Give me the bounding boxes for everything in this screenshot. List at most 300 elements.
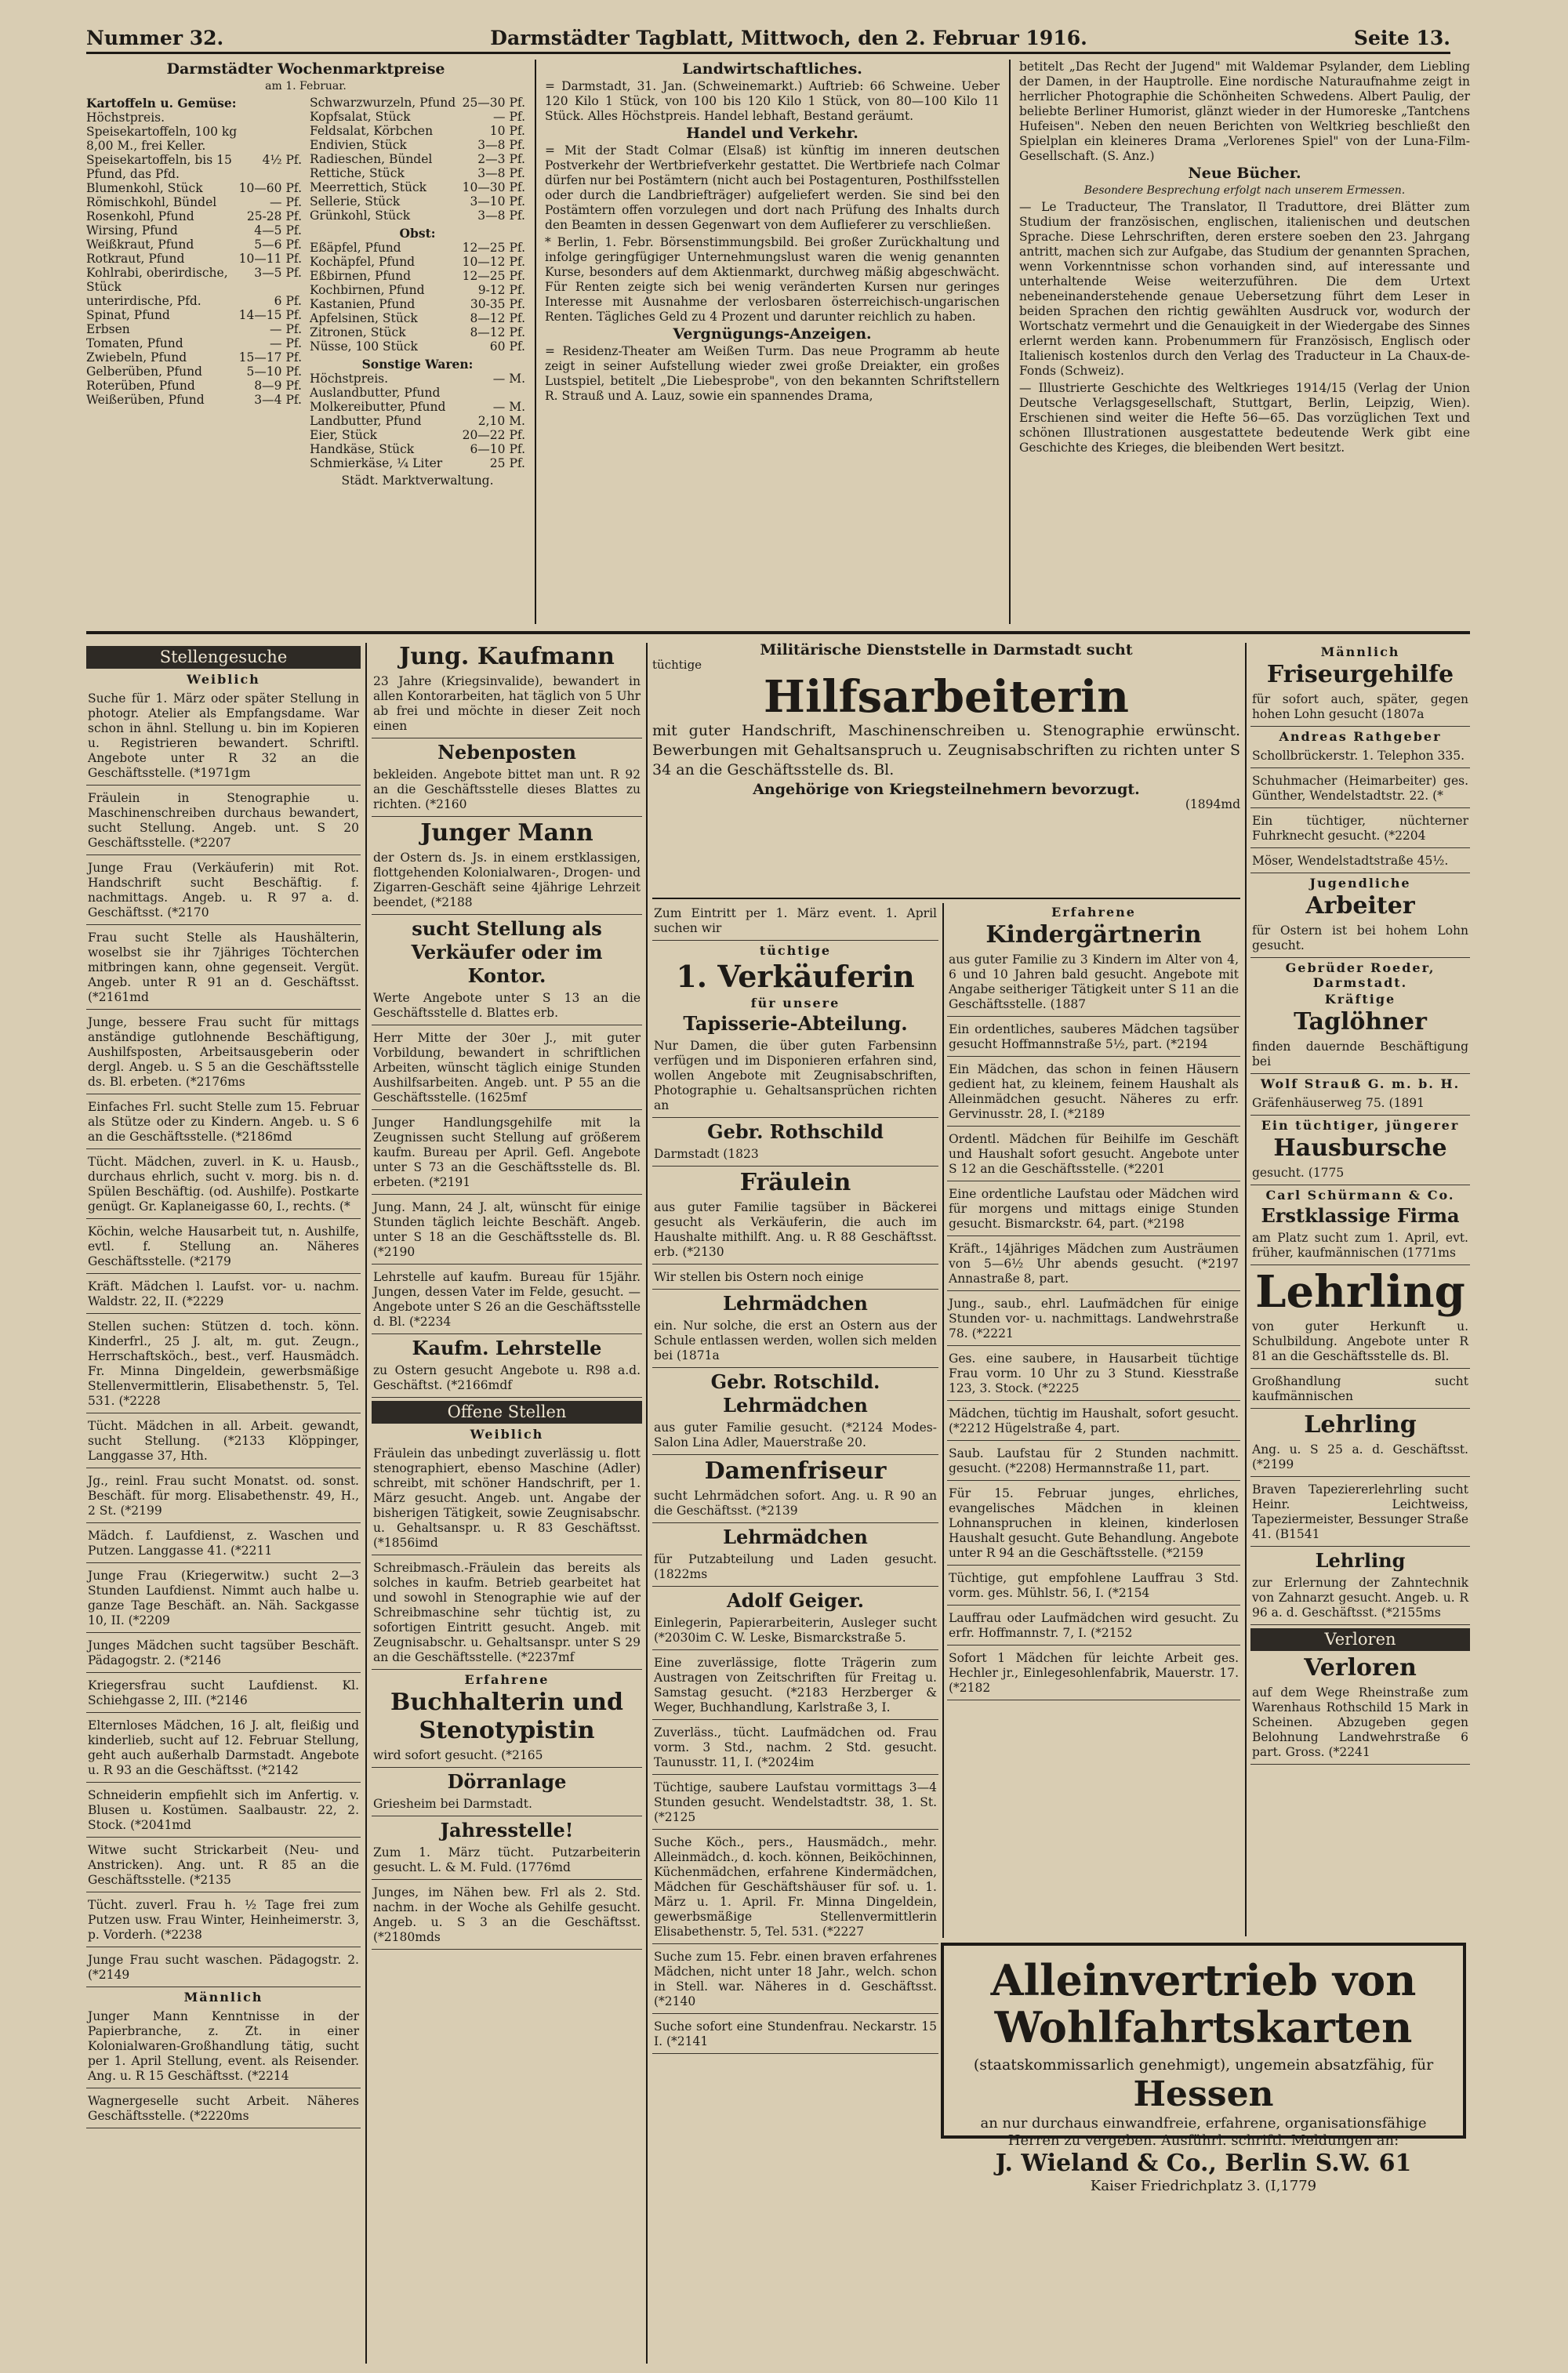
price-row [310, 152, 525, 166]
ads-column-4 [947, 903, 1240, 1938]
price-value: 25-28 Pf. [246, 209, 302, 223]
ad-headline: für unsere [750, 996, 840, 1011]
classified-ad: finden dauernde Beschäftigung bei [1250, 1036, 1470, 1074]
price-item: Kastanien, Pfund [310, 297, 416, 311]
price-value: 12—25 Pf. [462, 241, 525, 255]
classified-ad: Elternloses Mädchen, 16 J. alt, fleißig und kinderlieb, sucht auf 12. Februar Stellung, geht auch außerhalb Darmstadt. Angebote u. R 93 an die Geschäftsst. (*2142 [86, 1715, 361, 1783]
price-item: Handkäse, Stück [310, 442, 415, 456]
job-seekers-banner: Stellengesuche [86, 646, 361, 669]
classified-ad: Zuverläss., tücht. Laufmädchen od. Frau vorm. 3 Std., nachm. 2 Std. gesucht. Taunusstr. 11, I. (*2024im [652, 1722, 938, 1775]
price-item: Radieschen, Bündel [310, 152, 433, 166]
welfare-ad-text: an nur durchaus einwandfreie, erfahrene, organisationsfähige Herren zu vergeben. Ausführl. schriftl. Meldungen an: [980, 2115, 1427, 2149]
classified-ad: Schollbrückerstr. 1. Telephon 335. [1250, 746, 1470, 768]
ads-column-2 [372, 643, 642, 2364]
ad-headline: Dörranlage [447, 1770, 567, 1793]
price-item: Spinat, Pfund [86, 308, 170, 322]
entertainment-text: = Residenz-Theater am Weißen Turm. Das neue Programm ab heute zeigt in seiner Aufstellung wieder zwei große Dreiakter, ein großes Lustspiel, betitelt „Die Liebesprobe", von den bekannten Schriftstellern R. Strauß und A. Lauz, sowie ein spannendes Drama, [545, 344, 1000, 403]
price-row [310, 297, 525, 311]
classified-ad: Stellen suchen: Stützen d. toch. könn. Kinderfrl., 25 J. alt, m. gut. Zeugn., Herrschaftsköch., best., verf. Hausmädch. Fr. Minna Dingeldein, gewerbsmäßige Stellenvermittlerin, Elisabethenstr. 5, Tel. 531. (*2228 [86, 1316, 361, 1413]
market-other-heading: Sonstige Waren: [361, 357, 474, 372]
price-row [310, 269, 525, 283]
classified-ad: Kriegersfrau sucht Laufdienst. Kl. Schiehgasse 2, III. (*2146 [86, 1675, 361, 1713]
price-item: Rosenkohl, Pfund [86, 209, 194, 223]
classified-ad: Junges, im Nähen bew. Frl als 2. Std. nachm. in der Woche als Gehilfe gesucht. Angeb. u. S 3 an die Geschäftsst. (*2180mds [372, 1882, 642, 1950]
column-divider [646, 643, 648, 2364]
price-item: Höchstpreis. Auslandbutter, Pfund [310, 372, 441, 400]
price-item: Höchstpreis. Speisekartoffeln, 100 kg 8,00 M., frei Keller. [86, 111, 238, 153]
price-row [310, 339, 525, 354]
classified-ad: aus guter Familie tagsüber in Bäckerei gesucht als Verkäuferin, die auch im Haushalte mithilft. Ang. u. R 88 Geschäftsst. erb. (*2130 [652, 1197, 938, 1265]
market-prices [86, 60, 525, 624]
classified-ad: Schreibmasch.-Fräulein das bereits als solches in kaufm. Betrieb gearbeitet hat und sowohl in Stenographie wie auf der Schreibmaschine sehr tüchtig ist, zu sofortigen Eintritt gesucht. Angeb. mit Zeugnisabschr. u. Gehaltsanspr. unter S 29 an die Geschäftsstelle. (*2237mf [372, 1558, 642, 1670]
price-item: Schwarzwurzeln, Pfund [310, 96, 456, 110]
classified-ad: Mädch. f. Laufdienst, z. Waschen und Putzen. Langgasse 41. (*2211 [86, 1526, 361, 1563]
price-row [86, 308, 302, 322]
ad-headline: Taglöhner [1294, 1008, 1427, 1036]
ad-headline: Jung. Kaufmann [399, 643, 615, 670]
price-row [310, 414, 525, 428]
classified-ad: Köchin, welche Hausarbeit tut, n. Aushilfe, evtl. f. Stellung an. Näheres Geschäftsstelle. (*2179 [86, 1221, 361, 1274]
price-row [310, 110, 525, 124]
market-other-table [310, 372, 525, 470]
price-row [86, 252, 302, 266]
price-value: — Pf. [270, 336, 302, 350]
price-value: 3—8 Pf. [477, 166, 525, 180]
classified-ad: Fräulein in Stenographie u. Maschinenschreiben durchaus bewandert, sucht Stellung. Angeb. unt. S 20 Geschäftsstelle. (*2207 [86, 788, 361, 855]
price-item: Kohlrabi, oberirdische, Stück [86, 266, 228, 294]
price-item: unterirdische, Pfd. [86, 294, 201, 308]
price-row [86, 266, 302, 294]
classified-ad: Ein ordentliches, sauberes Mädchen tagsüber gesucht Hoffmannstraße 5½, part. (*2194 [947, 1019, 1240, 1057]
price-value: — M. [492, 372, 525, 386]
ads-column-1 [86, 643, 361, 2364]
classified-ad: Zum Eintritt per 1. März event. 1. April suchen wir [652, 903, 938, 941]
ad-headline: sucht Stellung als Verkäufer oder im Kontor. [411, 917, 603, 987]
price-row [86, 322, 302, 336]
price-value: 10 Pf. [489, 124, 525, 138]
ad-headline: Damenfriseur [704, 1457, 887, 1485]
agri-title: Landwirtschaftliches. [682, 60, 862, 78]
classified-ad: Tüchtige, saubere Laufstau vormittags 3—4 Stunden gesucht. Wendelstadtstr. 38, 1. St. (*2125 [652, 1777, 938, 1830]
price-value: 12—25 Pf. [462, 269, 525, 283]
classified-ad: Tücht. Mädchen in all. Arbeit. gewandt, sucht Stellung. (*2133 Klöppinger, Langgasse 37, Hth. [86, 1416, 361, 1468]
ad-headline: Arbeiter [1305, 892, 1415, 920]
classified-ad: für sofort auch, später, gegen hohen Lohn gesucht (1807a [1250, 689, 1470, 727]
classified-ad: am Platz sucht zum 1. April, evt. früher, kaufmännischen (1771ms [1250, 1228, 1470, 1265]
classified-ad: Sofort 1 Mädchen für leichte Arbeit ges. Hechler jr., Einlegesohlenfabrik, Mauerstr. 17. (*2182 [947, 1648, 1240, 1700]
price-value: 8—12 Pf. [470, 325, 525, 339]
price-row [86, 209, 302, 223]
price-item: Grünkohl, Stück [310, 209, 411, 223]
classified-ad: Witwe sucht Strickarbeit (Neu- und Anstricken). Ang. unt. R 85 an die Geschäftsstelle. (*2135 [86, 1840, 361, 1892]
price-row [86, 195, 302, 209]
price-row [310, 255, 525, 269]
price-value: — Pf. [493, 110, 525, 124]
classified-ad: von guter Herkunft u. Schulbildung. Angebote unter R 81 an die Geschäftsstelle ds. Bl. [1250, 1316, 1470, 1369]
classified-ad: Eine zuverlässige, flotte Trägerin zum Austragen von Zeitschriften für Freitag u. Samstag gesucht. (*2183 Herzberger & Weger, Buchhandlung, Karlstraße 3, I. [652, 1653, 938, 1720]
ad-headline: Buchhalterin und Stenotypistin [390, 1689, 623, 1744]
price-row [310, 325, 525, 339]
price-row [310, 283, 525, 297]
ad-headline: Gebr. Rothschild [707, 1120, 884, 1143]
page-header [86, 24, 1450, 54]
classified-ad: Einfaches Frl. sucht Stelle zum 15. Februar als Stütze oder zu Kindern. Angeb. u. S 6 an die Geschäftsstelle. (*2186md [86, 1097, 361, 1149]
ad-headline: Gebrüder Roeder, Darmstadt. [1285, 960, 1436, 990]
price-row [310, 166, 525, 180]
classified-ad: wird sofort gesucht. (*2165 [372, 1745, 642, 1768]
price-value: 3—5 Pf. [254, 266, 302, 280]
classified-ad: Junges Mädchen sucht tagsüber Beschäft. Pädagogstr. 2. (*2146 [86, 1635, 361, 1673]
price-value: 6—10 Pf. [470, 442, 525, 456]
ad-headline: Gebr. Rotschild. [710, 1370, 880, 1393]
price-value: 25 Pf. [489, 456, 525, 470]
classified-ad: für Ostern ist bei hohem Lohn gesucht. [1250, 920, 1470, 958]
classified-ad: Suche Köch., pers., Hausmädch., mehr. Alleinmädch., d. koch. können, Beiköchinnen, Küchenmädchen, erfahrene Kindermädchen, Mädchen für Geschäftshäuser für sof. u. 1. März u. 1. April. Fr. Minna Dingeldein, gewerbsmäßige Stellenvermittlerin Elisabethenstr. 5, Tel. 531. (*2227 [652, 1832, 938, 1944]
ad-headline: Junger Mann [420, 819, 593, 847]
classified-ad: 23 Jahre (Kriegsinvalide), bewandert in allen Kontorarbeiten, hat täglich von 5 Uhr ab frei und möchte in dieser Zeit noch einen [372, 671, 642, 738]
market-right-column [310, 96, 525, 488]
welfare-ad-region: Hessen [1133, 2074, 1274, 2114]
market-footer: Städt. Marktverwaltung. [341, 474, 494, 488]
price-value: 10—60 Pf. [238, 181, 302, 195]
classified-ad: Ein tüchtiger, nüchterner Fuhrknecht gesucht. (*2204 [1250, 811, 1470, 848]
ads-column-3 [652, 903, 938, 2364]
price-row [86, 223, 302, 238]
welfare-ad-sub: (staatskommissarlich genehmigt), ungemein absatzfähig, für [973, 2056, 1434, 2074]
classified-ad: Lauffrau oder Laufmädchen wird gesucht. Zu erfr. Hoffmannstr. 7, I. (*2152 [947, 1608, 1240, 1645]
price-value: 4—5 Pf. [254, 223, 302, 238]
ad-headline: Lehrmädchen [723, 1292, 868, 1315]
ad-headline: Erfahrene [464, 1672, 550, 1687]
price-item: Sellerie, Stück [310, 194, 401, 209]
classified-ad: Ang. u. S 25 a. d. Geschäftsst. (*2199 [1250, 1439, 1470, 1477]
price-row [310, 138, 525, 152]
classified-ad: aus guter Familie gesucht. (*2124 Modes-Salon Lina Adler, Mauerstraße 20. [652, 1417, 938, 1455]
ad-headline: Lehrmädchen [723, 1526, 868, 1548]
assistant-ad-title: Hilfsarbeiterin [764, 671, 1129, 723]
classified-ad: Suche für 1. März oder später Stellung in photogr. Atelier als Empfangsdame. War schon in ähnl. Stellung u. bin im Kopieren u. Registrieren bewandert. Schriftl. Angebote unter R 32 an die Geschäftsstelle. (*1971gm [86, 688, 361, 786]
price-value: 10—11 Pf. [238, 252, 302, 266]
classified-ad: gesucht. (1775 [1250, 1163, 1470, 1185]
price-value: 2—3 Pf. [477, 152, 525, 166]
price-row [86, 379, 302, 393]
price-value: 60 Pf. [489, 339, 525, 354]
classified-ad: Nur Damen, die über guten Farbensinn verfügen und im Disponieren erfahren sind, wollen Angebote mit Zeugnisabschriften, Photographie u. Gehaltsansprüchen richten an [652, 1036, 938, 1118]
open-positions-banner: Offene Stellen [372, 1401, 642, 1424]
trade-title: Handel und Verkehr. [686, 125, 858, 142]
price-value: 3—4 Pf. [254, 393, 302, 407]
price-item: Kopfsalat, Stück [310, 110, 411, 124]
price-item: Roterüben, Pfund [86, 379, 195, 393]
classified-ad: sucht Lehrmädchen sofort. Ang. u. R 90 an die Geschäftsst. (*2139 [652, 1486, 938, 1523]
classified-ad: Tücht. Mädchen, zuverl. in K. u. Hausb., durchaus ehrlich, sucht v. morg. bis n. d. Spülen Beschäftig. (od. Aushilfe). Postkarte genügt. Gr. Kaplaneigasse 60, I., rechts. (* [86, 1152, 361, 1219]
classified-ad: bekleiden. Angebote bittet man unt. R 92 an die Geschäftsstelle dieses Blattes zu richten. (*2160 [372, 764, 642, 817]
ad-headline: Kräftige [1324, 992, 1396, 1007]
market-veg-table [86, 111, 302, 407]
news-right [1019, 60, 1470, 624]
assistant-ad-line2: tüchtige [652, 658, 702, 672]
column-divider [535, 60, 536, 624]
classified-ad: Wir stellen bis Ostern noch einige [652, 1267, 938, 1290]
ad-headline: Wolf Strauß G. m. b. H. [1260, 1076, 1461, 1091]
price-value: 25—30 Pf. [462, 96, 525, 110]
classified-ad: zur Erlernung der Zahntechnik von Zahnarzt gesucht. Angeb. u. R 96 a. d. Geschäftsst. (*2155ms [1250, 1573, 1470, 1625]
classified-ad: Zum 1. März tücht. Putzarbeiterin gesucht. L. & M. Fuld. (1776md [372, 1842, 642, 1880]
entertainment-title: Vergnügungs-Anzeigen. [673, 325, 872, 343]
price-item: Schmierkäse, ¼ Liter [310, 456, 443, 470]
price-item: Eier, Stück [310, 428, 377, 442]
price-value: — Pf. [270, 195, 302, 209]
price-item: Eßäpfel, Pfund [310, 241, 401, 255]
price-item: Eßbirnen, Pfund [310, 269, 412, 283]
classified-ad: auf dem Wege Rheinstraße zum Warenhaus Rothschild 15 Mark in Scheinen. Abzugeben gegen Belohnung Landwehrstraße 6 part. Gross. (*2241 [1250, 1682, 1470, 1765]
classified-ad: Ges. eine saubere, in Hausarbeit tüchtige Frau vorm. 10 Uhr zu 3 Stund. Kiesstraße 123, 3. Stock. (*2225 [947, 1348, 1240, 1401]
ads-column-4-list [947, 905, 1240, 1700]
price-item: Nüsse, 100 Stück [310, 339, 418, 354]
market-left-column [86, 96, 302, 488]
section-divider [652, 898, 1240, 899]
assistant-ad-line1: Militärische Dienststelle in Darmstadt sucht [760, 641, 1133, 659]
ads-column-1-list [86, 688, 361, 2128]
classified-ad: Lehrstelle auf kaufm. Bureau für 15jähr. Jungen, dessen Vater im Felde, gesucht. — Angebote unter S 26 an die Geschäftsstelle d. Bl. (*2234 [372, 1267, 642, 1334]
classified-ad: der Ostern ds. Js. in einem erstklassigen, flottgehenden Kolonialwaren-, Drogen- und Zigarren-Geschäft seine 4jährige Lehrzeit beendet, (*2188 [372, 847, 642, 915]
price-value: 10—30 Pf. [462, 180, 525, 194]
page-number: Seite 13. [1353, 26, 1450, 49]
welfare-ad-title: Alleinvertrieb von Wohlfahrtskarten [990, 1955, 1417, 2052]
assistant-ad-code: (1894md [1185, 797, 1240, 811]
agri-text: = Darmstadt, 31. Jan. (Schweinemarkt.) Auftrieb: 66 Schweine. Ueber 120 Kilo 1 Stück, von 100 bis 120 Kilo 1 Stück, von 80—100 Kilo 11 Stück. Alles Höchstpreis. Handel lebhaft, Bestand geräumt. [545, 79, 1000, 123]
classified-ad: Braven Tapeziererlehrling sucht Heinr. Leichtweiss, Tapeziermeister, Bessunger Straße 41. (B1541 [1250, 1479, 1470, 1547]
price-row [86, 153, 302, 181]
price-value: 20—22 Pf. [462, 428, 525, 442]
classified-ad: Ein Mädchen, das schon in feinen Häusern gedient hat, zu kleinem, feinem Haushalt als Alleinmädchen gesucht. Näheres zu erfr. Gervinusstr. 28, I. (*2189 [947, 1059, 1240, 1127]
ad-headline: Kindergärtnerin [985, 921, 1202, 949]
classified-ad: ein. Nur solche, die erst an Ostern aus der Schule entlassen werden, wollen sich melden bei (1871a [652, 1315, 938, 1368]
price-row [310, 400, 525, 414]
news-middle [545, 60, 1000, 624]
ad-headline: Friseurgehilfe [1266, 661, 1454, 688]
male-heading: Männlich [1320, 644, 1400, 659]
classified-ad: Schuhmacher (Heimarbeiter) ges. Günther, Wendelstadtstr. 22. (* [1250, 771, 1470, 808]
classified-ad: Suche zum 15. Febr. einen braven erfahrenes Mädchen, nicht unter 18 Jahr., welch. schon in Stell. war. Näheres in d. Geschäftsst. (*2140 [652, 1947, 938, 2014]
classified-ad: Junger Handlungsgehilfe mit la Zeugnissen sucht Stellung auf größerem kaufm. Bureau per April. Gefl. Angebote unter S 73 an die Geschäftsstelle ds. Bl. erbeten. (*2191 [372, 1112, 642, 1195]
classified-ad: Jung. Mann, 24 J. alt, wünscht für einige Stunden täglich leichte Beschäft. Angeb. unter S 18 an die Geschäftsstelle ds. Bl. (*2190 [372, 1197, 642, 1265]
price-item: Wirsing, Pfund [86, 223, 178, 238]
price-row [86, 365, 302, 379]
classified-ad: Kräft., 14jähriges Mädchen zum Austräumen von 5—6½ Uhr abends gesucht. (*2197 Annastraße 8, part. [947, 1239, 1240, 1291]
classified-ad: Kräft. Mädchen l. Laufst. vor- u. nachm. Waldstr. 22, II. (*2229 [86, 1276, 361, 1314]
price-item: Erbsen [86, 322, 130, 336]
ads-column-5-list [1250, 661, 1470, 1765]
price-item: Römischkohl, Bündel [86, 195, 217, 209]
classified-ad: Werte Angebote unter S 13 an die Geschäftsstelle d. Blattes erb. [372, 988, 642, 1025]
price-item: Meerrettich, Stück [310, 180, 427, 194]
price-value: 9-12 Pf. [477, 283, 525, 297]
price-row [310, 194, 525, 209]
ad-headline: Ein tüchtiger, jüngerer [1261, 1118, 1460, 1133]
price-item: Kochäpfel, Pfund [310, 255, 416, 269]
classified-ad: Für 15. Februar junges, ehrliches, evangelisches Mädchen in kleinen Lohnanspruchen in kleinen, kinderlosen Haushalt gesucht. Gute Behandlung. Angebote unter R 94 an die Geschäftsstelle. (*2159 [947, 1483, 1240, 1566]
ad-headline: tüchtige [759, 943, 832, 958]
price-row [310, 428, 525, 442]
classified-ad: für Putzabteilung und Laden gesucht. (1822ms [652, 1549, 938, 1587]
welfare-ad-address: Kaiser Friedrichplatz 3. (I,1779 [1090, 2178, 1317, 2194]
price-row [86, 336, 302, 350]
ad-headline: Carl Schürmann & Co. [1265, 1188, 1455, 1203]
trade-text-1: = Mit der Stadt Colmar (Elsaß) ist künftig im inneren deutschen Postverkehr der Wertbriefverkehr gestattet. Die Wertbriefe nach Colmar dürfen nur bei Postämtern (nicht auch bei Postagenturen, Posthilfsstellen oder durch die Landbriefträger) aufgeliefert werden. Sie sind bei den Postämtern offen vorzulegen und dort nach Prüfung des Inhalts durch den Beamten in dessen Gegenwart von dem Auflieferer zu verschließen. [545, 143, 1000, 232]
ad-headline: Lehrling [1304, 1411, 1417, 1439]
price-row [86, 111, 302, 153]
price-item: Landbutter, Pfund [310, 414, 422, 428]
price-row [310, 442, 525, 456]
price-item: Endivien, Stück [310, 138, 407, 152]
ad-headline: Adolf Geiger. [727, 1589, 864, 1612]
trade-text-2: * Berlin, 1. Febr. Börsenstimmungsbild. Bei großer Zurückhaltung und infolge geringfügiger Unternehmungslust waren die wenig genannten Kurse, besonders auf dem Aktienmarkt, durchweg mäßig abgeschwächt. Für Renten zeigte sich bei wenig veränderten Kursen nur geringes Interesse mit Ausnahme der verlosbaren österreichisch-ungarischen Renten. Tägliches Geld zu 4 Prozent und darunter reichlich zu haben. [545, 235, 1000, 324]
price-row [86, 238, 302, 252]
price-item: Weißkraut, Pfund [86, 238, 194, 252]
books-text-1: — Le Traducteur, The Translator, Il Traduttore, drei Blätter zum Studium der französischen, englischen, italienischen und deutschen Sprache. Diese Lehrschriften, deren erstere soeben den 23. Jahrgang antritt, machen sich zur Aufgabe, das Studium der genannten Sprachen, wenn Vorkenntnisse schon vorhanden sind, auf interessante und unterhaltende Weise weiterzuführen. Die dem Urtext nebeneinanderstehende genaue Uebersetzung führt dem Leser in beiden Sprachen den richtig gewählten Ausdruck vor, wodurch der Wortschatz vermehrt und die Genauigkeit in der Wiedergabe des Sinnes erlernt werden kann. Probenummern für Französisch, Englisch oder Italienisch kostenlos durch den Verlag des Traducteur in La Chaux-de-Fonds (Schweiz). [1019, 200, 1470, 378]
price-item: Weißerüben, Pfund [86, 393, 205, 407]
price-row [86, 393, 302, 407]
classified-ad: Junger Mann Kenntnisse in der Papierbranche, z. Zt. in einer Kolonialwaren-Großhandlung tätig, sucht per 1. April Stellung, event. als Reisender. Ang. u. R 15 Geschäftsst. (*2214 [86, 2006, 361, 2088]
ads-column-5 [1250, 643, 1470, 1936]
classified-ad: Jung., saub., ehrl. Laufmädchen für einige Stunden vor- u. nachmittags. Landwehrstraße 78. (*2221 [947, 1294, 1240, 1346]
classified-ad: zu Ostern gesucht Angebote u. R98 a.d. Geschäftst. (*2166mdf [372, 1360, 642, 1398]
ad-headline: Hausbursche [1273, 1134, 1447, 1162]
market-fruit-table [310, 241, 525, 354]
column-divider [365, 643, 367, 2364]
price-value: 14—15 Pf. [238, 308, 302, 322]
entertainment-text-cont: betitelt „Das Recht der Jugend" mit Waldemar Psylander, dem Liebling der Damen, in der Hauptrolle. Eine nordische Naturaufnahme zeigt in herrlicher Photographie die Schönheiten Schwedens. Albert Paulig, der beliebte Berliner Humorist, glänzt wieder in der Humoreske „Tantchens Hufeisen". Neben den neuen Berichten von Weltkrieg beschließt den Spielplan ein kleineres Drama „Verlorenes Spiel" von der Luna-Film-Gesellschaft. (S. Anz.) [1019, 60, 1470, 163]
classified-ad: Junge Frau (Kriegerwitw.) sucht 2—3 Stunden Laufdienst. Nimmt auch halbe u. ganze Tage Beschäft. an. Näh. Sackgasse 10, II. (*2209 [86, 1566, 361, 1633]
price-value: 10—12 Pf. [462, 255, 525, 269]
ad-headline: Andreas Rathgeber [1279, 729, 1442, 744]
male-heading: Männlich [183, 1990, 263, 2005]
classified-ad: Junge Frau (Verkäuferin) mit Rot. Handschrift sucht Beschäftig. f. nachmittags. Angeb. u. R 97 a. d. Geschäftsst. (*2170 [86, 858, 361, 925]
price-value: 15—17 Pf. [238, 350, 302, 365]
ad-headline: 1. Verkäuferin [676, 959, 915, 994]
price-value [239, 111, 302, 153]
ad-headline: Verloren [1304, 1654, 1417, 1682]
classified-ad: Fräulein das unbedingt zuverlässig u. flott stenographiert, ebenso Maschine (Adler) schreibt, mit schöner Handschrift, per 1. März gesucht. Angeb. unt. Angabe der bisherigen Tätigkeit, sowie Zeugnisabschr. u. Gehaltsanspr. u. R 83 Geschäftsst. (*1856imd [372, 1443, 642, 1555]
assistant-ad-text: mit guter Handschrift, Maschinenschreiben u. Stenographie erwünscht. Bewerbungen mit Gehaltsanspruch u. Zeugnisabschriften zu richten unter S 34 an die Geschäftsstelle ds. Bl. [652, 722, 1240, 778]
price-item: Zwiebeln, Pfund [86, 350, 187, 365]
lost-banner: Verloren [1250, 1628, 1470, 1651]
market-greens-table [310, 96, 525, 223]
price-value: 4½ Pf. [262, 153, 302, 167]
price-item: Zitronen, Stück [310, 325, 406, 339]
welfare-cards-ad [941, 1943, 1466, 2194]
price-value: 5—6 Pf. [254, 238, 302, 252]
classified-ad: Ordentl. Mädchen für Beihilfe im Geschäft und Haushalt sofort gesucht. Angebote unter S 12 an die Geschäftsstelle. (*2201 [947, 1129, 1240, 1181]
books-text-2: — Illustrierte Geschichte des Weltkrieges 1914/15 (Verlag der Union Deutsche Verlagsgesellschaft, Stuttgart, Berlin, Leipzig, Wien). Erschienen sind weiter die Hefte 56—65. Das vorzüglichen Text und schönen Illustrationen ausgestattete bedeutende Werk gibt eine Geschichte des Krieges, die bleibenden Wert besitzt. [1019, 381, 1470, 455]
price-row [86, 181, 302, 195]
classified-ad: Herr Mitte der 30er J., mit guter Vorbildung, bewandert in schriftlichen Arbeiten, wünscht täglich einige Stunden Aushilfsarbeiten. Angeb. unt. P 55 an die Geschäftsstelle. (1625mf [372, 1028, 642, 1110]
classified-ad: Tücht. zuverl. Frau h. ½ Tage frei zum Putzen usw. Frau Winter, Heinheimerstr. 3, p. Vorderh. (*2238 [86, 1895, 361, 1947]
price-row [310, 180, 525, 194]
classified-ad: Schneiderin empfiehlt sich im Anfertig. v. Blusen u. Kostümen. Saalbaustr. 22, 2. Stock. (*2041md [86, 1785, 361, 1838]
issue-number: Nummer 32. [86, 26, 224, 49]
price-value: 2,10 M. [477, 414, 525, 428]
classified-ad: Frau sucht Stelle als Haushälterin, woselbst sie ihr 7jähriges Töchterchen mitbringen kann, ohne gegenseit. Vergüt. Angeb. unter R 91 an d. Geschäftsst. (*2161md [86, 927, 361, 1010]
classified-ad: Suche sofort eine Stundenfrau. Neckarstr. 15 I. (*2141 [652, 2016, 938, 2054]
market-fruit-heading: Obst: [399, 226, 436, 241]
classified-ad: Wagnergeselle sucht Arbeit. Näheres Geschäftsstelle. (*2220ms [86, 2091, 361, 2128]
welfare-ad-company: J. Wieland & Co., Berlin S.W. 61 [995, 2150, 1412, 2177]
column-divider [1009, 60, 1011, 624]
ad-headline: Jugendliche [1309, 876, 1411, 891]
price-row [310, 456, 525, 470]
price-item: Kochbirnen, Pfund [310, 283, 425, 297]
classified-ad: Saub. Laufstau für 2 Stunden nachmitt. gesucht. (*2208) Hermannstraße 11, part. [947, 1443, 1240, 1481]
classified-ad: Tüchtige, gut empfohlene Lauffrau 3 Std. vorm. ges. Mühlstr. 56, I. (*2154 [947, 1568, 1240, 1606]
female-heading: Weiblich [187, 672, 260, 687]
ad-headline: Lehrling [1255, 1266, 1465, 1318]
section-divider [86, 631, 1470, 634]
ad-headline: Erstklassige Firma [1261, 1204, 1460, 1227]
price-item: Feldsalat, Körbchen [310, 124, 434, 138]
ad-headline: Kaufm. Lehrstelle [412, 1337, 602, 1359]
assistant-ad-line3: Angehörige von Kriegsteilnehmern bevorzugt. [753, 781, 1140, 798]
classified-ad: Großhandlung sucht kaufmännischen [1250, 1371, 1470, 1409]
price-item: Molkereibutter, Pfund [310, 400, 446, 414]
market-date: am 1. Februar. [265, 80, 347, 93]
classified-ad: Möser, Wendelstadtstraße 45½. [1250, 851, 1470, 873]
price-value: 3—8 Pf. [477, 138, 525, 152]
classified-ad: Mädchen, tüchtig im Haushalt, sofort gesucht. (*2212 Hügelstraße 4, part. [947, 1403, 1240, 1441]
ads-column-2-list [372, 643, 642, 1950]
price-value: 30-35 Pf. [470, 297, 525, 311]
ad-headline: Tapisserie-Abteilung. [683, 1012, 908, 1035]
classified-ad: aus guter Familie zu 3 Kindern im Alter von 4, 6 und 10 Jahren bald gesucht. Angebote mit Angabe seitheriger Tätigkeit unter S 11 an die Geschäftsstelle. (1887 [947, 949, 1240, 1017]
market-veg-heading: Kartoffeln u. Gemüse: [86, 96, 237, 111]
price-value: 6 Pf. [274, 294, 302, 308]
ad-headline: Nebenposten [437, 741, 576, 764]
market-title: Darmstädter Wochenmarktpreise [166, 60, 445, 78]
ads-column-3-list [652, 903, 938, 2054]
price-row [310, 209, 525, 223]
female-heading: Weiblich [470, 1427, 544, 1442]
price-row [86, 350, 302, 365]
price-item: Tomaten, Pfund [86, 336, 183, 350]
ad-headline: Jahresstelle! [440, 1819, 574, 1841]
ad-headline: Lehrling [1315, 1549, 1406, 1572]
price-value: 3—8 Pf. [477, 209, 525, 223]
classified-ad: Darmstadt (1823 [652, 1144, 938, 1167]
price-row [310, 241, 525, 255]
price-value: — Pf. [270, 322, 302, 336]
price-value: 5—10 Pf. [246, 365, 302, 379]
price-row [310, 311, 525, 325]
price-row [310, 124, 525, 138]
price-item: Speisekartoffeln, bis 15 Pfund, das Pfd. [86, 153, 232, 181]
price-row [310, 96, 525, 110]
price-item: Rotkraut, Pfund [86, 252, 185, 266]
books-title: Neue Bücher. [1188, 165, 1301, 182]
price-row [310, 372, 525, 400]
ad-headline: Fräulein [739, 1169, 851, 1196]
classified-ad: Gräfenhäuserweg 75. (1891 [1250, 1093, 1470, 1116]
column-divider [942, 903, 944, 1938]
price-item: Apfelsinen, Stück [310, 311, 418, 325]
price-value: — M. [492, 400, 525, 414]
assistant-ad [652, 643, 1240, 898]
classified-ad: Einlegerin, Papierarbeiterin, Ausleger sucht (*2030im C. W. Leske, Bismarckstraße 5. [652, 1613, 938, 1650]
classified-ad: Jg., reinl. Frau sucht Monatst. od. sonst. Beschäft. für morg. Elisabethenstr. 49, H., 2 St. (*2199 [86, 1471, 361, 1523]
classified-ad: Griesheim bei Darmstadt. [372, 1794, 642, 1816]
price-item: Rettiche, Stück [310, 166, 405, 180]
classified-ad: Junge Frau sucht waschen. Pädagogstr. 2. (*2149 [86, 1950, 361, 1987]
